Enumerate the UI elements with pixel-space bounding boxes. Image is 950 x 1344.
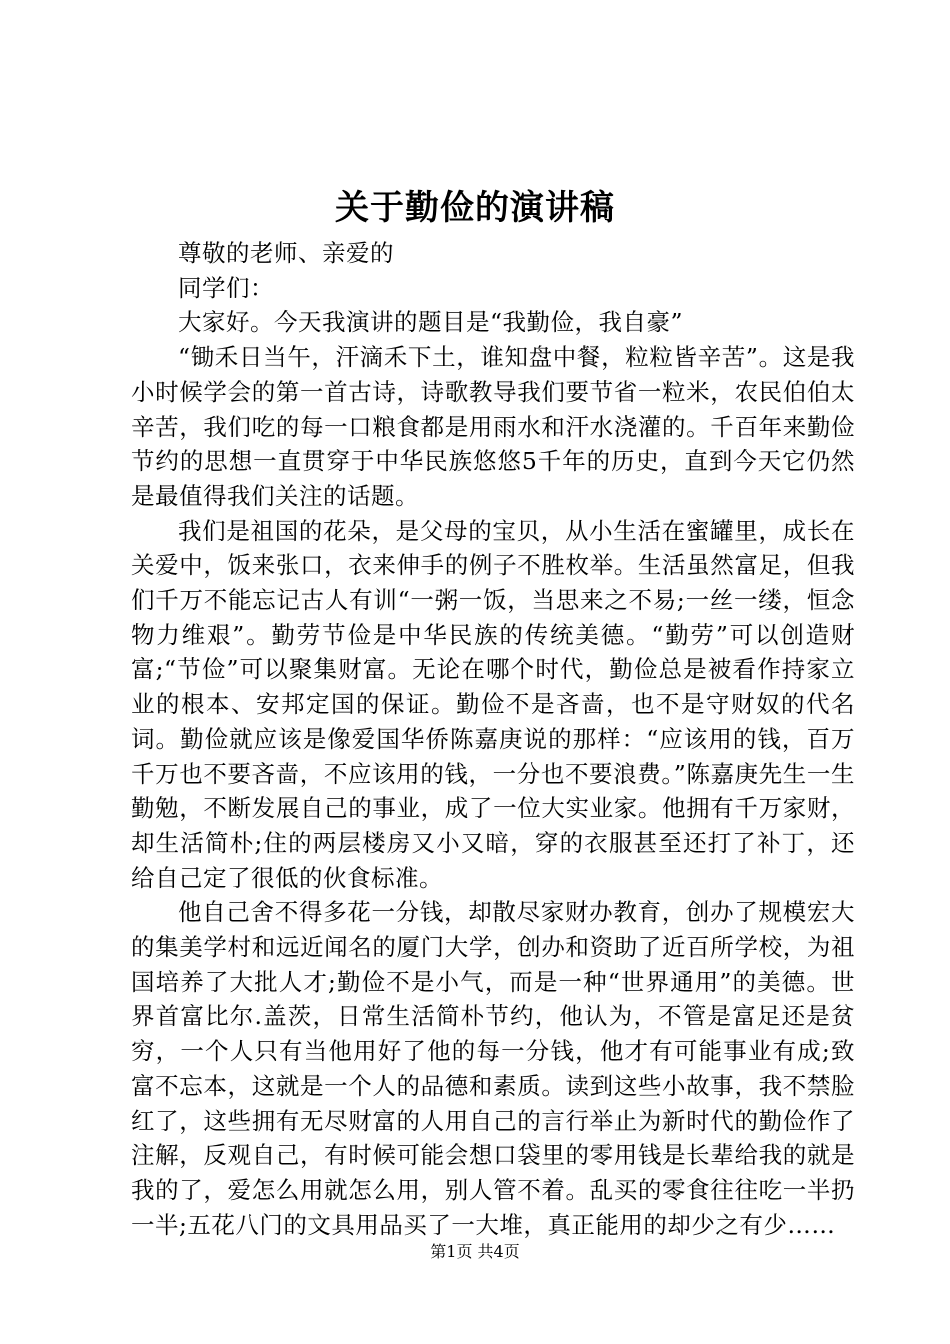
document-title: 关于勤俭的演讲稿 bbox=[335, 188, 615, 228]
body-paragraph: 我们是祖国的花朵，是父母的宝贝，从小生活在蜜罐里，成长在关爱中，饭来张口，衣来伸手的例子不胜枚举。生活虽然富足，但我们千万不能忘记古人有训“一粥一饭，当思来之不易;一丝一缕，恒念物力维艰”。勤劳节俭是中华民族的传统美德。“勤劳”可以创造财富;“节俭”可以聚集财富。无论在哪个时代，勤俭总是被看作持家立业的根本、安邦定国的保证。勤俭不是吝啬，也不是守财奴的代名词。勤俭就应该是像爱国华侨陈嘉庚说的那样：“应该用的钱，百万千万也不要吝啬，不应该用的钱，一分也不要浪费。”陈嘉庚先生一生勤勉，不断发展自己的事业，成了一位大实业家。他拥有千万家财，却生活简朴;住的两层楼房又小又暗，穿的衣服甚至还打了补丁，还给自己定了很低的伙食标准。 bbox=[131, 516, 855, 892]
salutation-line-2: 同学们： bbox=[178, 273, 274, 302]
page-footer: 第1页 共4页 bbox=[430, 1242, 520, 1261]
body-paragraph: “锄禾日当午，汗滴禾下土，谁知盘中餐，粒粒皆辛苦”。这是我小时候学会的第一首古诗，诗歌教导我们要节省一粒米，农民伯伯太辛苦，我们吃的每一口粮食都是用雨水和汗水浇灌的。千百年来勤俭节约的思想一直贯穿于中华民族悠悠5千年的历史，直到今天它仍然是最值得我们关注的话题。 bbox=[131, 343, 855, 510]
body-paragraph: 他自己舍不得多花一分钱，却散尽家财办教育，创办了规模宏大的集美学村和远近闻名的厦门大学，创办和资助了近百所学校，为祖国培养了大批人才;勤俭不是小气，而是一种“世界通用”的美德。世界首富比尔.盖茨，日常生活简朴节约，他认为，不管是富足还是贫穷，一个人只有当他用好了他的每一分钱，他才有可能事业有成;致富不忘本，这就是一个人的品德和素质。读到这些小故事，我不禁脸红了，这些拥有无尽财富的人用自己的言行举止为新时代的勤俭作了注解，反观自己，有时候可能会想口袋里的零用钱是长辈给我的就是我的了，爱怎么用就怎么用，别人管不着。乱买的零食往往吃一半扔一半;五花八门的文具用品买了一大堆，真正能用的却少之有少…… bbox=[131, 898, 855, 1239]
salutation-line-1: 尊敬的老师、亲爱的 bbox=[178, 239, 394, 267]
greeting-paragraph: 大家好。今天我演讲的题目是“我勤俭，我自豪” bbox=[178, 308, 684, 337]
document-body bbox=[131, 236, 855, 1242]
